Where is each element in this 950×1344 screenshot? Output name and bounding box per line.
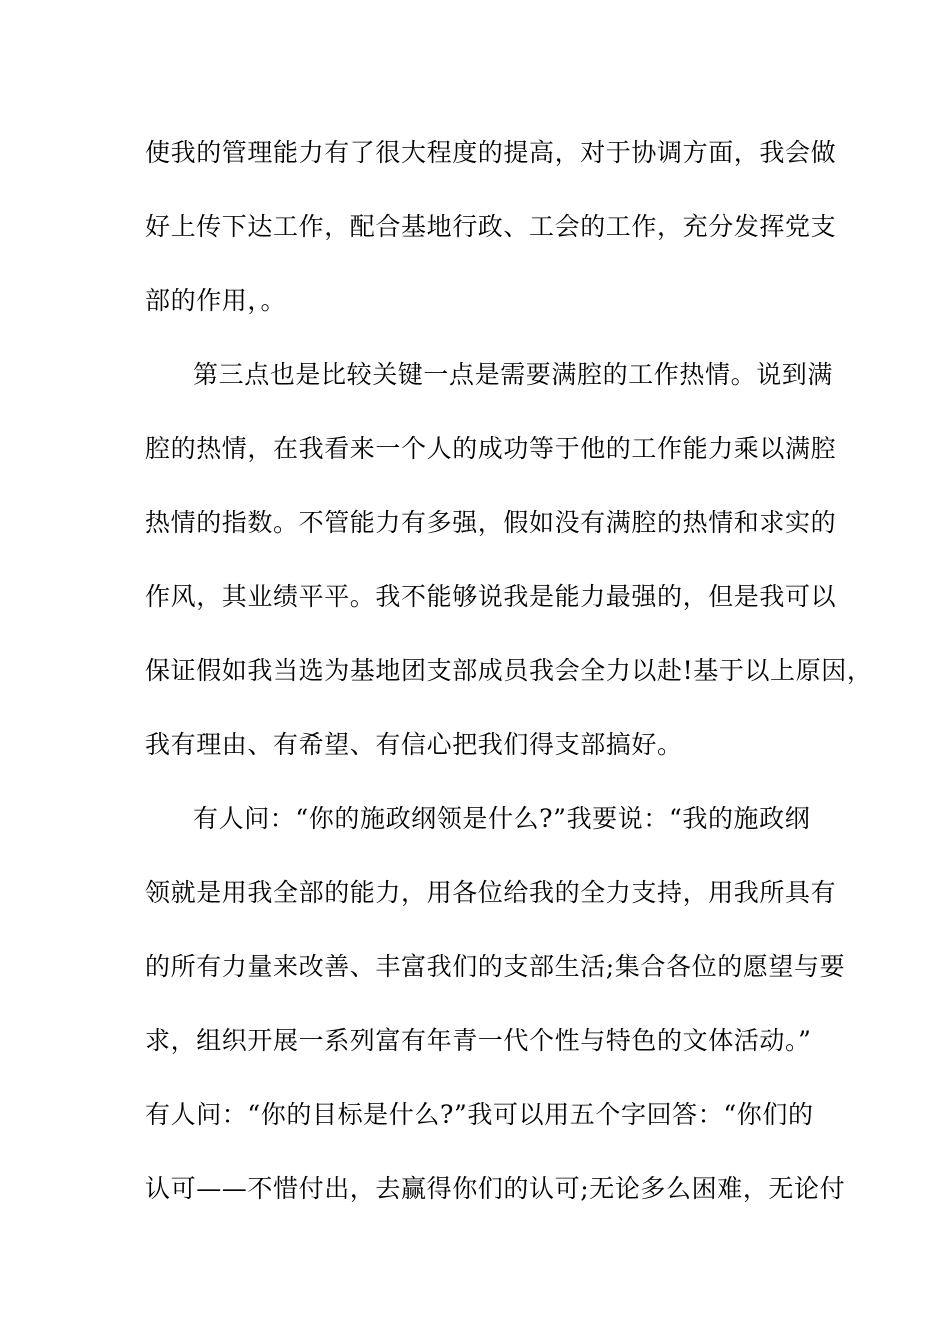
text-line: 求，组织开展一系列富有年青一代个性与特色的文体活动。”	[145, 1026, 812, 1055]
paragraph-first-line: 有人问：“你的施政纲领是什么?”我要说：“我的施政纲	[193, 804, 811, 833]
text-line: 腔的热情，在我看来一个人的成功等于他的工作能力乘以满腔	[145, 434, 837, 463]
text-line: 领就是用我全部的能力，用各位给我的全力支持，用我所具有	[145, 878, 837, 907]
text-line: 作风，其业绩平平。我不能够说我是能力最强的，但是我可以	[145, 582, 837, 611]
text-line: 保证假如我当选为基地团支部成员我会全力以赴!基于以上原因，	[145, 656, 873, 685]
document-body	[145, 127, 873, 1237]
text-line: 的所有力量来改善、丰富我们的支部生活;集合各位的愿望与要	[145, 952, 846, 981]
text-line: 好上传下达工作，配合基地行政、工会的工作，充分发挥党支	[145, 212, 837, 241]
text-line: 有人问：“你的目标是什么?”我可以用五个字回答：“你们的	[145, 1100, 814, 1129]
text-line: 热情的指数。不管能力有多强，假如没有满腔的热情和求实的	[145, 508, 837, 537]
paragraph-first-line: 第三点也是比较关键一点是需要满腔的工作热情。说到满	[193, 360, 834, 389]
text-line: 使我的管理能力有了很大程度的提高，对于协调方面，我会做	[145, 138, 837, 167]
text-line: 认可——不惜付出，去赢得你们的认可;无论多么困难，无论付	[145, 1174, 846, 1203]
text-line: 部的作用，。	[145, 286, 287, 315]
text-line: 我有理由、有希望、有信心把我们得支部搞好。	[145, 730, 683, 759]
